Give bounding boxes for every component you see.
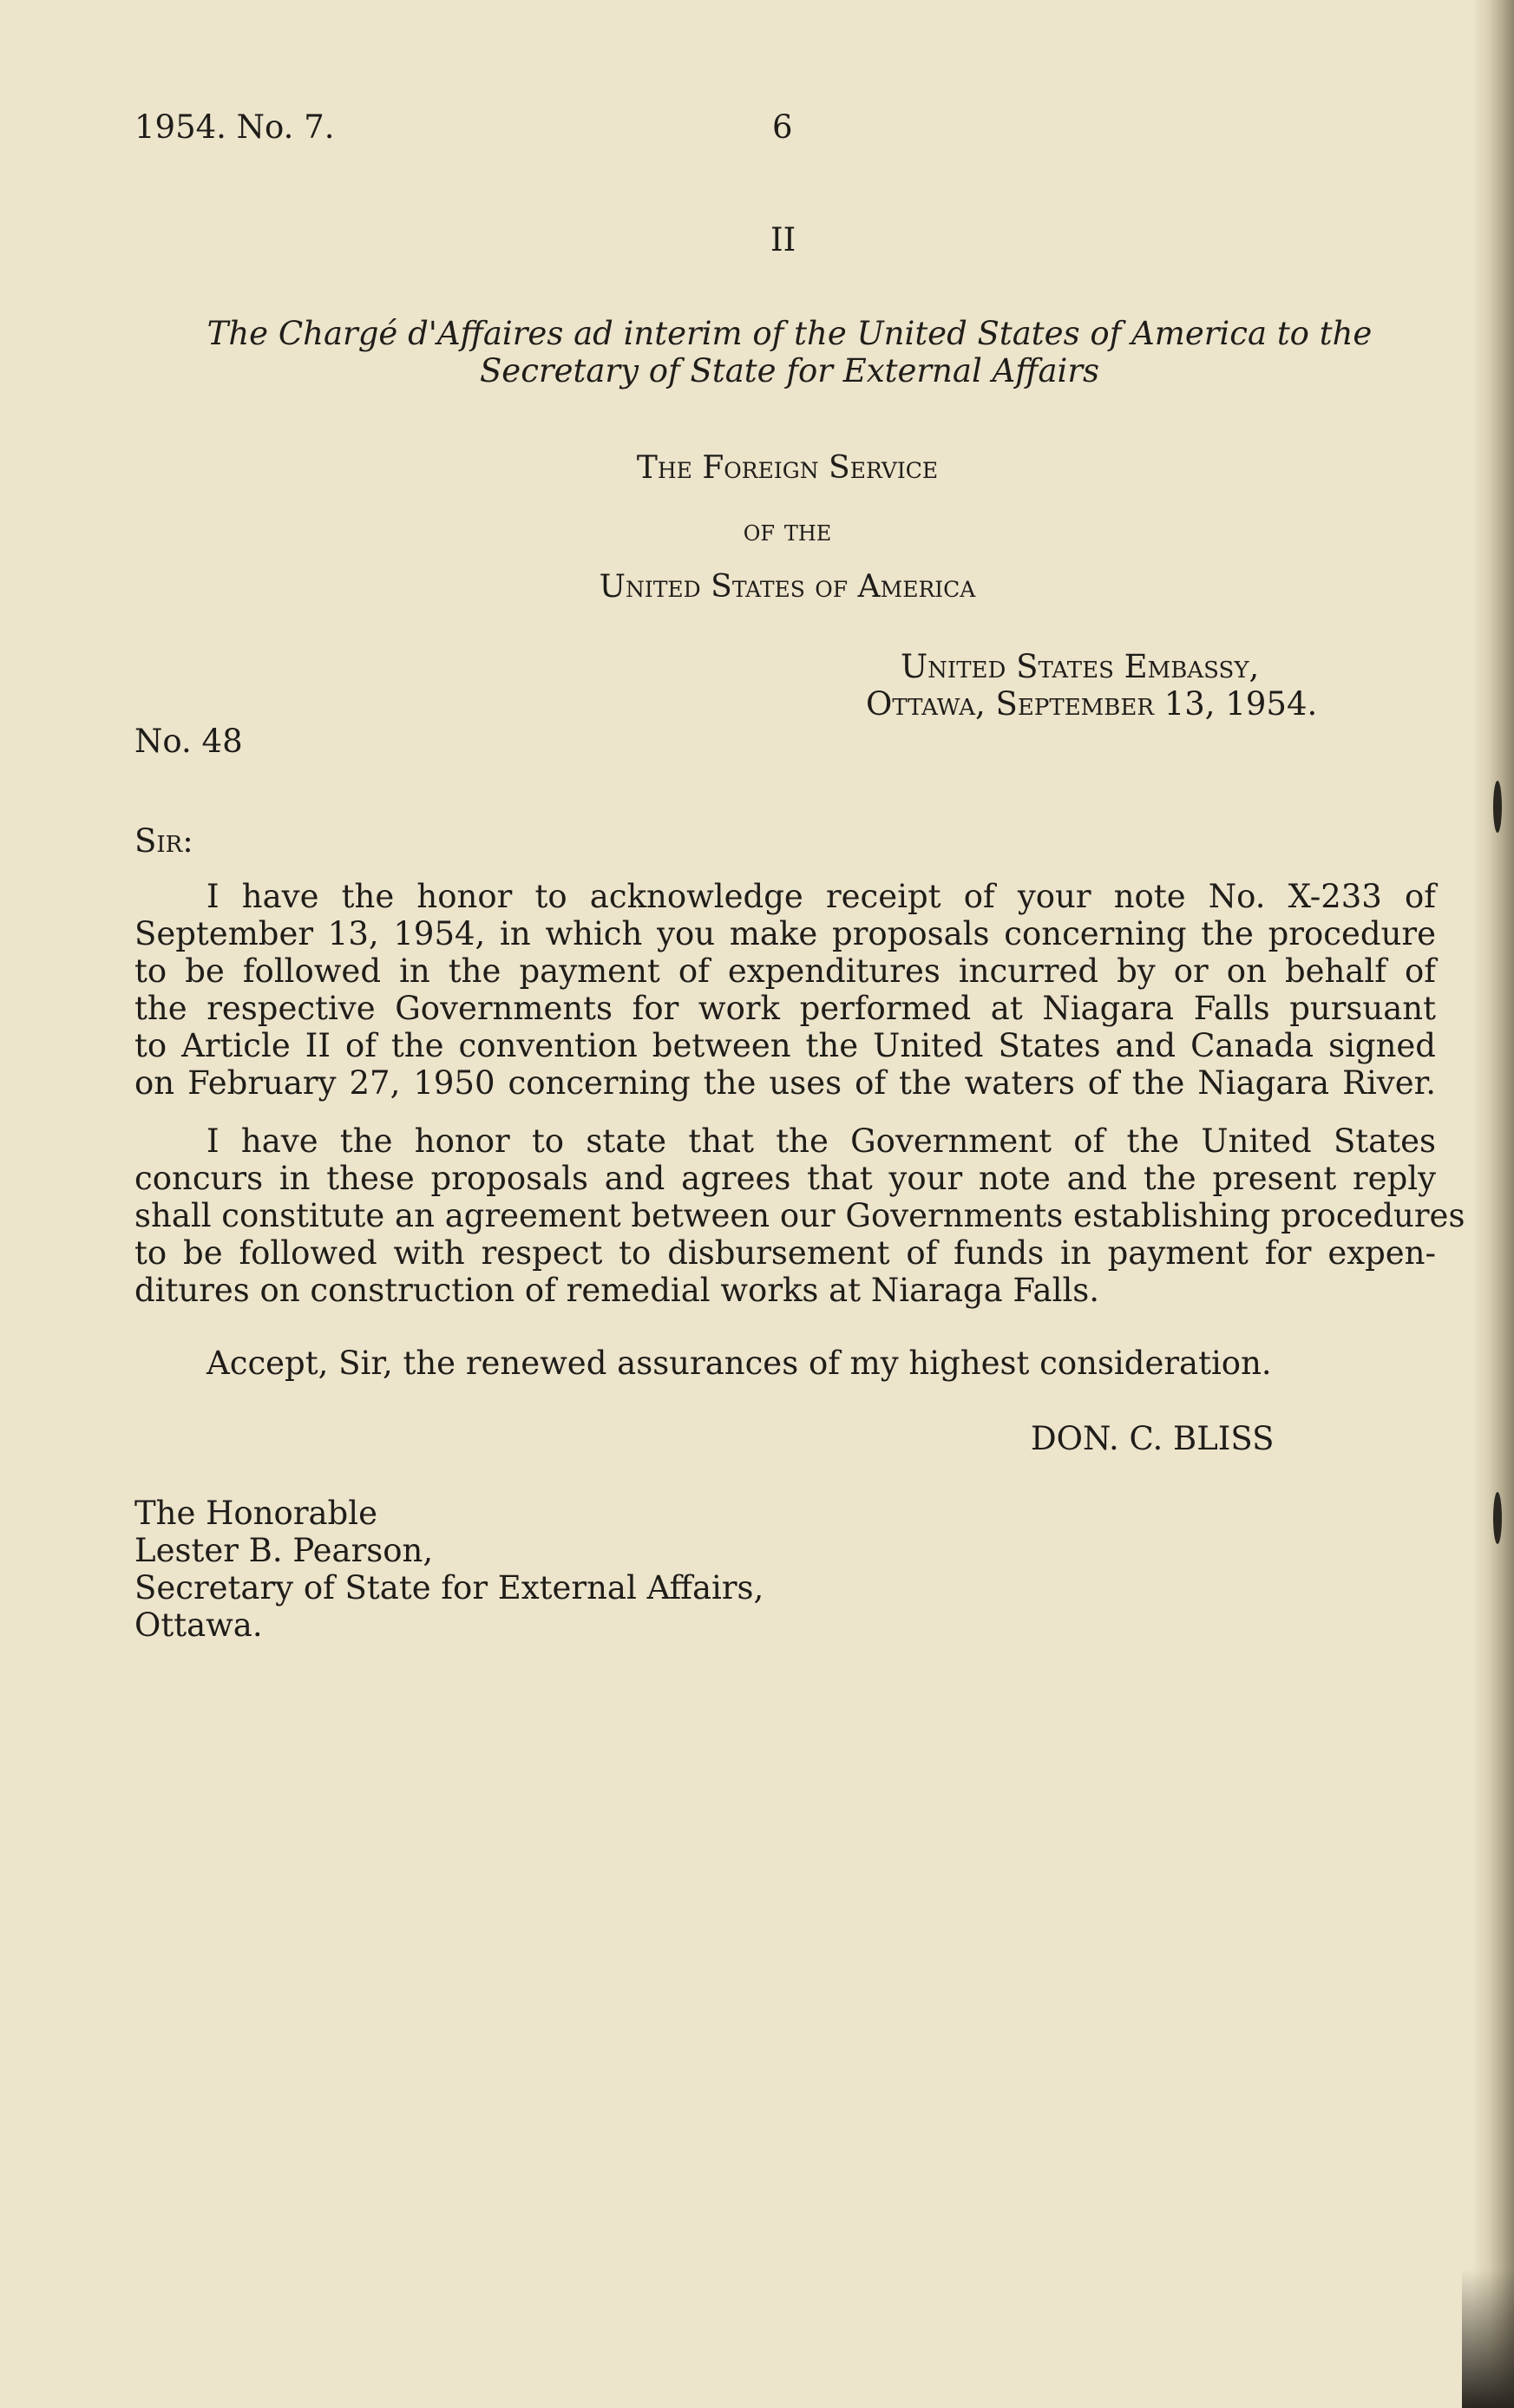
paragraph-2-line: I have the honor to state that the Government of the United States bbox=[206, 1122, 1436, 1160]
closing: Accept, Sir, the renewed assurances of my highest consideration. bbox=[206, 1345, 1272, 1382]
address-line: Lester B. Pearson, bbox=[134, 1532, 434, 1569]
note-number: No. 48 bbox=[134, 723, 243, 760]
salutation bbox=[134, 822, 193, 860]
foreign-service-text: The Foreign Service bbox=[636, 450, 939, 486]
paragraph-1-line: on February 27, 1950 concerning the uses of the waters of the Niagara River. bbox=[134, 1064, 1436, 1102]
usa-text: United States of America bbox=[599, 569, 976, 605]
paragraph-2-line: to be followed with respect to disbursement of funds in payment for expen- bbox=[134, 1234, 1436, 1272]
page-number: 6 bbox=[772, 108, 793, 146]
place-date-text: Ottawa, September 13, 1954. bbox=[866, 685, 1318, 723]
paragraph-1-line: September 13, 1954, in which you make proposals concerning the procedure bbox=[134, 915, 1436, 952]
paragraph-1-line: I have the honor to acknowledge receipt of your note No. X-233 of bbox=[206, 878, 1436, 915]
of-the-text: of the bbox=[743, 514, 832, 548]
paragraph-2-line: ditures on construction of remedial works at Niaraga Falls. bbox=[134, 1272, 1100, 1309]
paragraph-1 bbox=[134, 878, 1436, 1102]
paragraph-2-line: shall constitute an agreement between our Governments establishing procedures bbox=[134, 1197, 1465, 1234]
address-line: The Honorable bbox=[134, 1495, 377, 1532]
embassy-line bbox=[901, 648, 1260, 685]
salutation-text: Sir: bbox=[134, 822, 193, 860]
embassy-text: United States Embassy, bbox=[901, 648, 1260, 685]
address-line: Secretary of State for External Affairs, bbox=[134, 1569, 764, 1606]
address-block bbox=[134, 1495, 764, 1644]
binding-mark bbox=[1493, 1492, 1502, 1544]
foreign-service-line bbox=[0, 451, 1514, 484]
paragraph-2 bbox=[134, 1122, 1465, 1309]
binding-mark bbox=[1493, 781, 1502, 833]
paragraph-2-line: concurs in these proposals and agrees that your note and the present reply bbox=[134, 1160, 1436, 1197]
section-number: II bbox=[770, 221, 796, 258]
place-date-line bbox=[866, 685, 1318, 723]
page-binding-edge bbox=[1472, 0, 1514, 2408]
title-line-2: Secretary of State for External Affairs bbox=[479, 352, 1100, 389]
page-corner-shadow bbox=[1462, 2269, 1514, 2408]
title-line-1: The Chargé d'Affaires ad interim of the United States of America to the bbox=[206, 315, 1373, 352]
running-header: 1954. No. 7. bbox=[134, 108, 335, 146]
signature: DON. C. BLISS bbox=[1031, 1420, 1275, 1457]
paragraph-1-line: to be followed in the payment of expenditures incurred by or on behalf of bbox=[134, 952, 1436, 990]
usa-line bbox=[0, 570, 1514, 603]
address-line: Ottawa. bbox=[134, 1606, 263, 1644]
of-the-line bbox=[0, 514, 1514, 546]
paragraph-1-line: to Article II of the convention between the United States and Canada signed bbox=[134, 1027, 1436, 1064]
paragraph-1-line: the respective Governments for work performed at Niagara Falls pursuant bbox=[134, 990, 1436, 1027]
